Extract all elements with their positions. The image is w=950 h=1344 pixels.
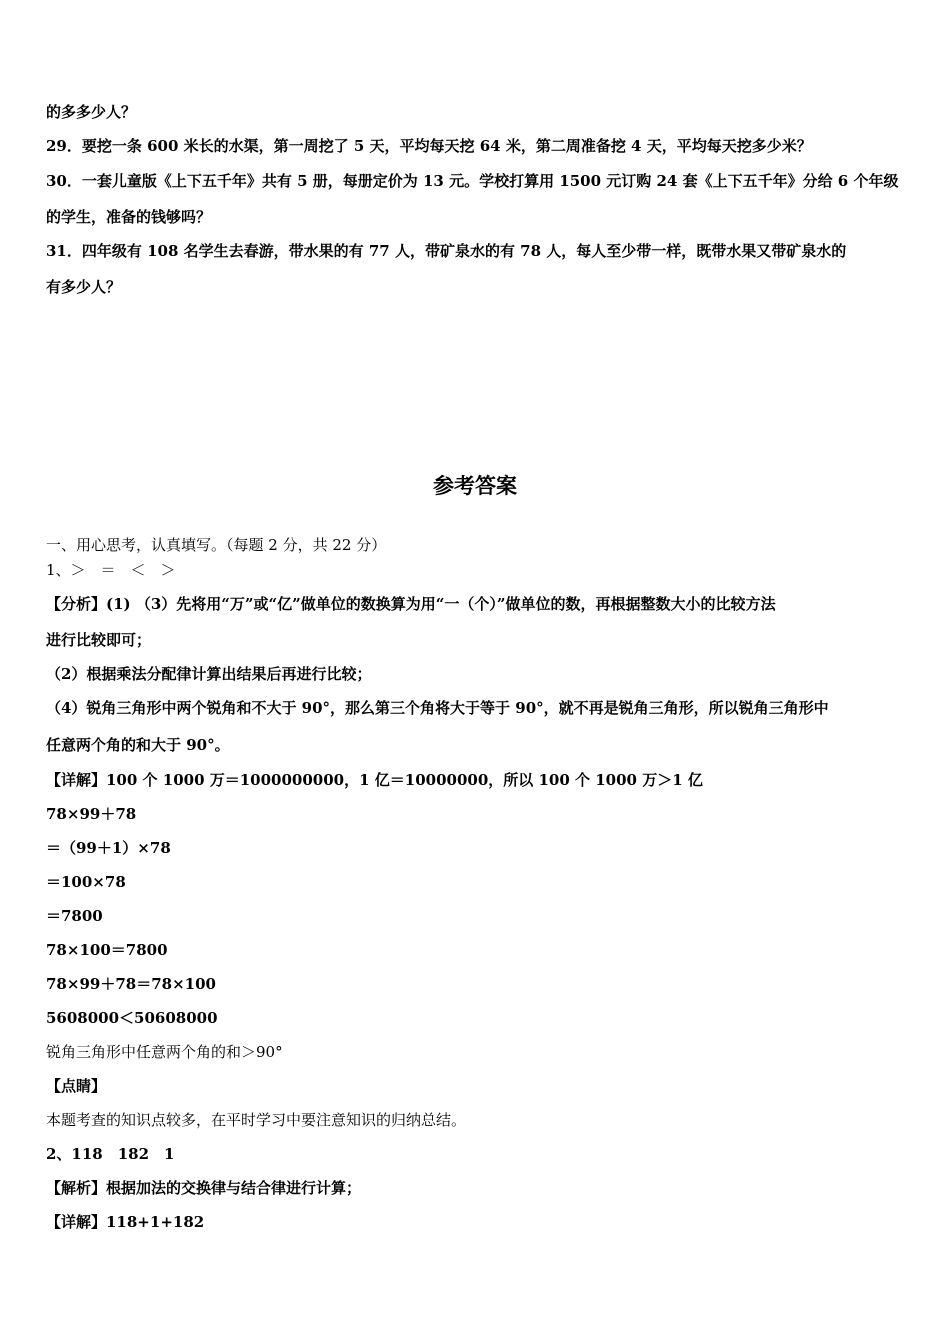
answer-line: ＝（99＋1）×78	[46, 839, 171, 857]
answer-line: 锐角三角形中任意两个角的和＞90°	[46, 1043, 283, 1061]
question-line: 的学生，准备的钱够吗？	[46, 208, 212, 226]
answers-title: 参考答案	[433, 474, 517, 498]
answer-line: 78×99＋78＝78×100	[46, 975, 216, 993]
answer-line: 5608000＜50608000	[46, 1009, 218, 1027]
answer-line: ＝7800	[46, 907, 103, 925]
answer-line: 1、＞ ＝ ＜ ＞	[46, 561, 176, 579]
answer-line: 78×100＝7800	[46, 941, 168, 959]
answer-line: ＝100×78	[46, 873, 126, 891]
question-31: 31．四年级有 108 名学生去春游，带水果的有 77 人，带矿泉水的有 78 人，每人至少带一样，既带水果又带矿泉水的	[46, 242, 847, 260]
answer-line: 进行比较即可；	[46, 631, 152, 649]
section-heading: 一、用心思考，认真填写。（每题 2 分，共 22 分）	[46, 536, 387, 554]
answer-line: 78×99＋78	[46, 805, 137, 823]
question-30: 30．一套儿童版《上下五千年》共有 5 册，每册定价为 13 元。学校打算用 1500 元订购 24 套《上下五千年》分给 6 个年级	[46, 172, 899, 190]
question-line: 有多少人？	[46, 278, 122, 296]
answer-line: 本题考查的知识点较多，在平时学习中要注意知识的归纳总结。	[46, 1111, 467, 1129]
answer-line: 【点睛】	[46, 1077, 107, 1095]
answer-line: 【分析】(1) （3）先将用“万”或“亿”做单位的数换算为用“一（个）”做单位的数，再根据整数大小的比较方法	[46, 595, 776, 613]
answer-line: 任意两个角的和大于 90°。	[46, 736, 230, 754]
question-29: 29．要挖一条 600 米长的水渠，第一周挖了 5 天，平均每天挖 64 米，第二周准备挖 4 天，平均每天挖多少米？	[46, 137, 812, 155]
answer-line: 【详解】100 个 1000 万＝1000000000，1 亿＝10000000，所以 100 个 1000 万＞1 亿	[46, 771, 703, 789]
answer-line: 2、118 182 1	[46, 1145, 175, 1163]
answer-line: 【详解】118+1+182	[46, 1213, 205, 1231]
answer-line: 【解析】根据加法的交换律与结合律进行计算；	[46, 1179, 362, 1197]
answer-line: （2）根据乘法分配律计算出结果后再进行比较；	[46, 665, 372, 683]
question-line: 的多多少人？	[46, 103, 137, 121]
answer-line: （4）锐角三角形中两个锐角和不大于 90°，那么第三个角将大于等于 90°，就不再是锐角三角形，所以锐角三角形中	[46, 699, 829, 717]
